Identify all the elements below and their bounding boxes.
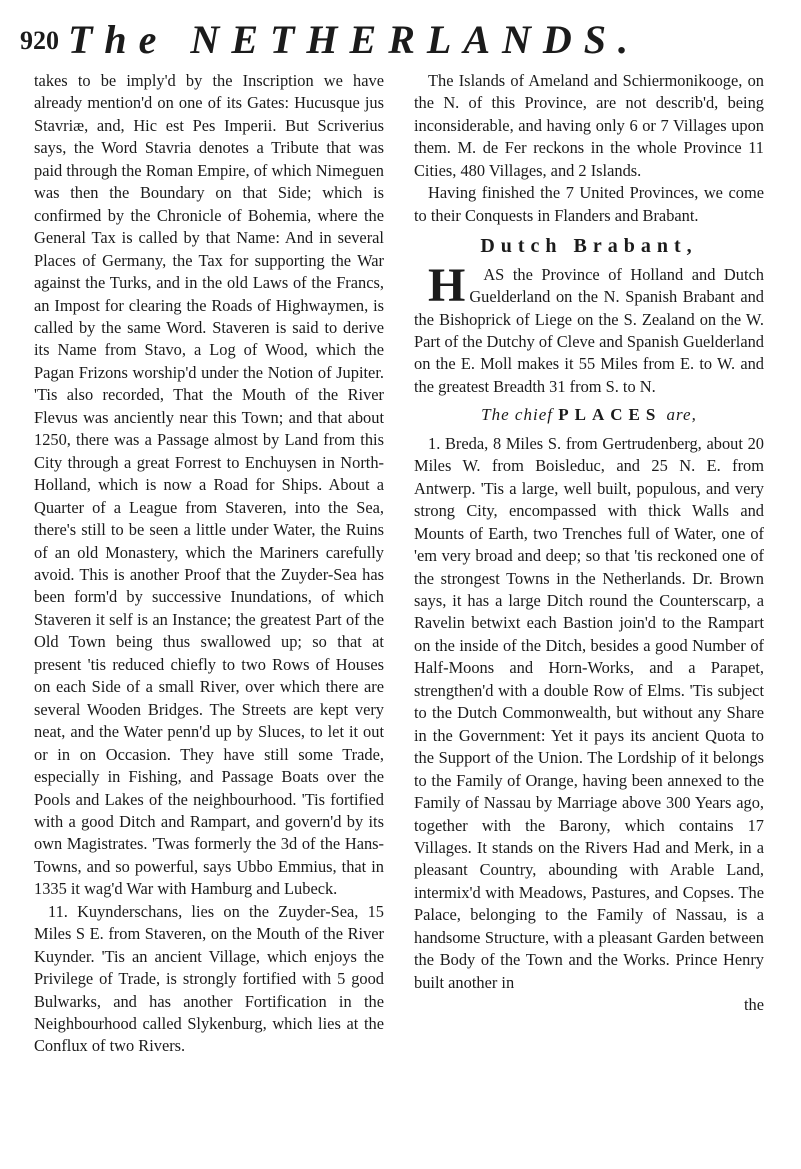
right-column [414, 70, 764, 1017]
place-entry: 1. Breda, 8 Miles S. from Gertrudenberg, about 20 Miles W. from Boisleduc, and 25 N. E. from Antwerp. 'Tis a large, well built, populous, and very strong City, encompassed with thick Walls and Mounts of Earth, two Trenches full of Water, one of 'em very broad and deep; so that 'tis reckoned one of the strongest Towns in the Netherlands. Dr. Brown says, it has a large Ditch round the Counterscarp, a Ravelin betwixt each Bastion join'd to the Rampart on the inside of the Ditch, besides a good Number of Half-Moons and Horn-Works, and a Parapet, strengthen'd with a double Row of Elms. 'Tis subject to the Dutch Commonwealth, but without any Share in the Government: Yet it pays its ancient Quota to the Support of the Union. The Lordship of it belongs to the Family of Orange, having been annexed to the Family of Nassau by Marriage above 300 Years ago, together with the Barony, which contains 17 Villages. It stands on the Rivers Had and Merk, in a pleasant Country, abounding with Arable Land, intermix'd with Meadows, Pastures, and Copses. The Palace, belonging to the Family of Nassau, is a handsome Structure, with a pleasant Garden between the Body of the Town and the Works. Prince Henry built another in [414, 433, 764, 992]
body-paragraph: 11. Kuynderschans, lies on the Zuyder-Sea, 15 Miles S E. from Staveren, on the Mouth of the River Kuynder. 'Tis an ancient Village, which enjoys the Privilege of Trade, is strongly fortified with 5 good Bulwarks, and has another Fortification in the Neighbourhood called Slykenburg, which lies at the Conflux of two Rivers. [34, 901, 384, 1056]
chief-suffix: are, [666, 405, 697, 425]
running-title: The NETHERLANDS. [68, 17, 641, 62]
body-paragraph: The Islands of Ameland and Schiermonikooge, on the N. of this Province, are not describ'd, being inconsiderable, and having only 6 or 7 Villages upon them. M. de Fer reckons in the whole Province 11 Cities, 480 Villages, and 2 Islands. [414, 71, 764, 180]
section-paragraph [414, 258, 764, 399]
page-number: 920 [20, 26, 59, 55]
chief-prefix: The chief [481, 405, 553, 425]
section-paragraph-text: AS the Province of Holland and Dutch Guelderland on the N. Spanish Brabant and the Bishoprick of Liege on the S. Zealand on the W. Part of the Dutchy of Cleve and Spanish Guelderland on the E. Moll makes it 55 Miles from E. to W. and the greatest Breadth 31 from S. to N. [414, 264, 764, 396]
section-heading: Dutch Brabant, [480, 235, 698, 258]
chief-places-heading [414, 404, 764, 426]
page-header [20, 12, 780, 60]
catchword: the [743, 995, 764, 1015]
left-column [34, 70, 384, 1058]
body-paragraph: Having finished the 7 United Provinces, we come to their Conquests in Flanders and Brabant. [414, 183, 764, 225]
chief-places: PLACES [558, 405, 662, 425]
body-paragraph: takes to be imply'd by the Inscription we have already mention'd on one of its Gates: Hucusque jus Stavriæ, and, Hic est Pes Imperii. But Scriverius says, the Word Stavria denotes a Tribute that was paid through the Roman Empire, of which Nimeguen was then the Boundary on that Side; which is confirmed by the Chronicle of Bohemia, where the General Tax is called by that Name: And in several Places of Germany, the Tax for supporting the War against the Turks, and in the old Laws of the Francs, an Impost for clearing the Roads of Highwaymen, is called by the same Word. Staveren is said to derive its Name from Stavo, a Log of Wood, which the Pagan Frizons worship'd under the Notion of Jupiter. 'Tis also recorded, That the Mouth of the River Flevus was anciently near this Town; and that about 1250, there was a Passage almost by Land from this City through a great Forrest to Enchuysen in North-Holland, which is now a Road for Ships. About a Quarter of a League from Staveren, into the Sea, there's still to be seen a little under Water, the Ruins of an old Monastery, which the Mariners carefully avoid. This is another Proof that the Zuyder-Sea has been form'd by successive Inundations, of which Staveren it self is an Instance; the greatest Part of the Old Town being thus swallowed up; so that at present 'tis reduced chiefly to two Rows of Houses on each Side of a small River, over which there are several Wooden Bridges. The Streets are kept very neat, and the Water penn'd up by Sluces, to let it out or in on Occasion. They have still some Trade, especially in Fishing, and Passage Boats over the Pools and Lakes of the neighbourhood. 'Tis fortified with a good Ditch and Rampart, and govern'd by its own Magistrates. 'Twas formerly the 3d of the Hans-Towns, and so powerful, says Ubbo Emmius, that in 1335 it wag'd War with Hamburg and Lubeck. [34, 71, 384, 899]
drop-cap: H [428, 258, 466, 312]
